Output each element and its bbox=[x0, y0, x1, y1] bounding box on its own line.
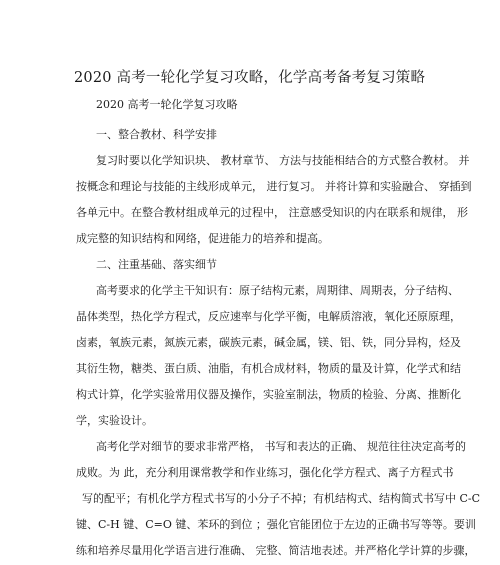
section-heading-2: 二、注重基础、落实细节 bbox=[96, 258, 217, 271]
paragraph-line: 成败。为 此，充分利用课常教学和作业练习，强化化学方程式、离子方程式书 bbox=[76, 466, 454, 479]
paragraph-line: 写的配平；有机化学方程式书写的小分子不掉；有机结构式、结构简式书写中 C-C bbox=[82, 492, 481, 505]
paragraph-line: 键、C-H 键、C=O 键、苯环的到位 ；强化官能团位于左边的正确书写等等。要训 bbox=[76, 518, 476, 531]
paragraph-line: 高考化学对细节的要求非常严格， 书写和表达的正确、 规范往往决定高考的 bbox=[96, 440, 466, 453]
paragraph-line: 按概念和理论与技能的主线形成单元， 进行复习。 并将计算和实验融合、 穿插到 bbox=[76, 180, 472, 193]
paragraph-line: 复习时要以化学知识块、 教材章节、 方法与技能相结合的方式整合教材。 并 bbox=[96, 154, 470, 167]
paragraph-line: 练和培养尽量用化学语言进行准确、 完整、简洁地表述。并严格化学计算的步骤， bbox=[76, 544, 476, 557]
paragraph-line: 晶体类型，热化学方程式，反应速率与化学平衡，电解质溶液，氧化还原原理， bbox=[76, 310, 461, 323]
document-subtitle: 2020 高考一轮化学复习攻略 bbox=[96, 98, 238, 111]
paragraph-line: 其衍生物，糖类、蛋白质、油脂，有机合成材料，物质的量及计算，化学式和结 bbox=[76, 362, 461, 375]
document-title: 2020 高考一轮化学复习攻略，化学高考备考复习策略 bbox=[74, 70, 426, 86]
paragraph-line: 学，实验设计。 bbox=[76, 414, 153, 427]
section-heading-1: 一、整合教材、科学安排 bbox=[96, 128, 217, 141]
paragraph-line: 成完整的知识结构和网络，促进能力的培养和提高。 bbox=[76, 232, 329, 245]
paragraph-line: 卤素，氧族元素，氮族元素，碳族元素，碱金属，镁、铝、铁，同分异构，烃及 bbox=[76, 336, 461, 349]
paragraph-line: 高考要求的化学主干知识有：原子结构元素，周期律、周期表，分子结构、 bbox=[96, 284, 459, 297]
paragraph-line: 构式计算，化学实验常用仪器及操作，实验室制法，物质的检验、分离、推断化 bbox=[76, 388, 461, 401]
paragraph-line: 各单元中。在整合教材组成单元的过程中， 注意感受知识的内在联系和规律， 形 bbox=[76, 206, 468, 219]
